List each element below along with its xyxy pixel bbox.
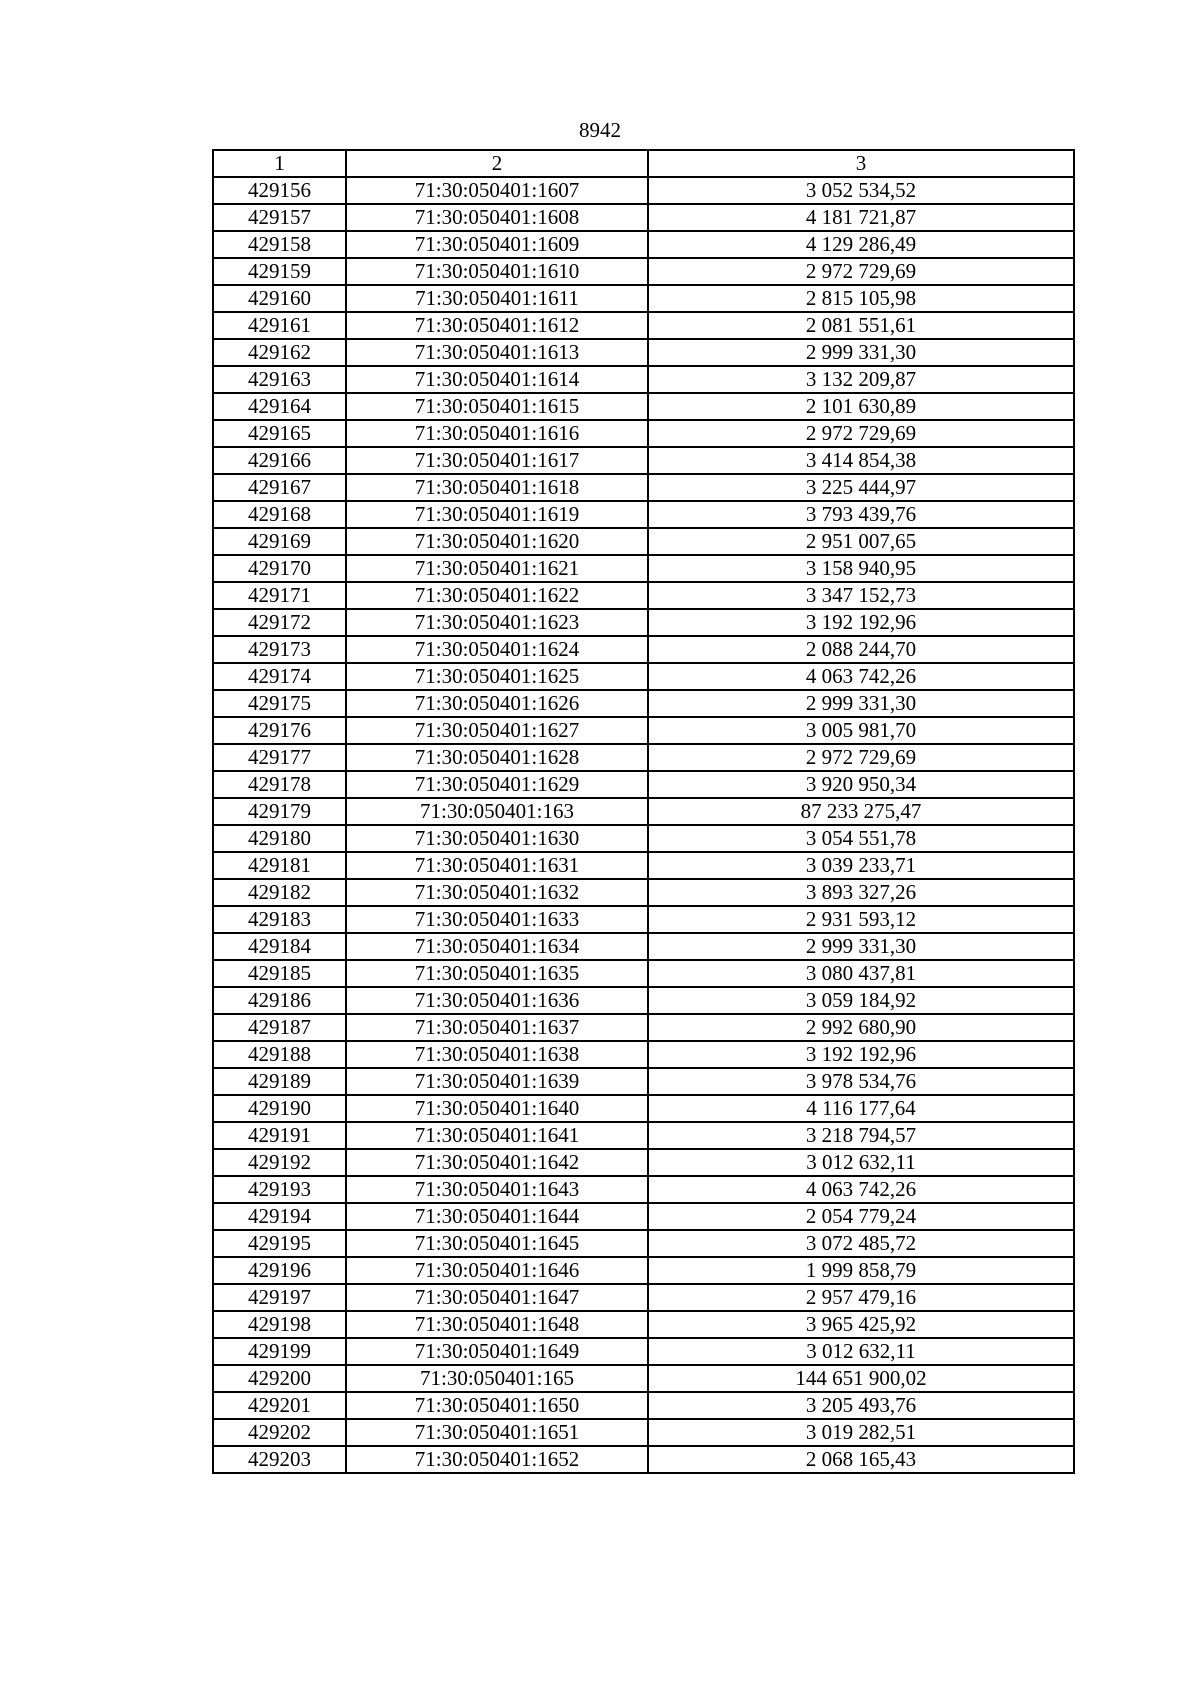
table-row [213,447,1074,474]
value-cell: 3 192 192,96 [648,609,1074,636]
cadastral-number-cell: 71:30:050401:1649 [346,1338,648,1365]
cadastral-number-cell: 71:30:050401:1610 [346,258,648,285]
cadastral-number-cell: 71:30:050401:1613 [346,339,648,366]
value-cell: 4 063 742,26 [648,1176,1074,1203]
value-cell: 3 005 981,70 [648,717,1074,744]
cadastral-number-cell: 71:30:050401:1629 [346,771,648,798]
cadastral-number-cell: 71:30:050401:1651 [346,1419,648,1446]
table-row [213,1014,1074,1041]
cadastral-number-cell: 71:30:050401:1618 [346,474,648,501]
table-row [213,582,1074,609]
cadastral-number-cell: 71:30:050401:1623 [346,609,648,636]
row-number-cell: 429181 [213,852,346,879]
table-row [213,1203,1074,1230]
cadastral-number-cell: 71:30:050401:1648 [346,1311,648,1338]
table-row [213,528,1074,555]
row-number-cell: 429182 [213,879,346,906]
cadastral-number-cell: 71:30:050401:1611 [346,285,648,312]
cadastral-number-cell: 71:30:050401:1628 [346,744,648,771]
cadastral-number-cell: 71:30:050401:1632 [346,879,648,906]
row-number-cell: 429166 [213,447,346,474]
row-number-cell: 429201 [213,1392,346,1419]
page-number: 8942 [579,118,621,142]
value-cell: 4 116 177,64 [648,1095,1074,1122]
value-cell: 4 181 721,87 [648,204,1074,231]
table-body [213,177,1074,1473]
cadastral-number-cell: 71:30:050401:1637 [346,1014,648,1041]
row-number-cell: 429168 [213,501,346,528]
value-cell: 3 052 534,52 [648,177,1074,204]
table-row [213,393,1074,420]
value-cell: 2 972 729,69 [648,258,1074,285]
row-number-cell: 429184 [213,933,346,960]
value-cell: 1 999 858,79 [648,1257,1074,1284]
table-row [213,987,1074,1014]
cadastral-number-cell: 71:30:050401:1609 [346,231,648,258]
row-number-cell: 429189 [213,1068,346,1095]
table-row [213,1095,1074,1122]
cadastral-number-cell: 71:30:050401:1645 [346,1230,648,1257]
table-row [213,555,1074,582]
row-number-cell: 429187 [213,1014,346,1041]
cadastral-number-cell: 71:30:050401:1642 [346,1149,648,1176]
table-row [213,177,1074,204]
row-number-cell: 429194 [213,1203,346,1230]
table-row [213,501,1074,528]
cadastral-number-cell: 71:30:050401:163 [346,798,648,825]
table-row [213,231,1074,258]
value-cell: 2 951 007,65 [648,528,1074,555]
row-number-cell: 429157 [213,204,346,231]
cadastral-number-cell: 71:30:050401:1630 [346,825,648,852]
cadastral-number-cell: 71:30:050401:165 [346,1365,648,1392]
value-cell: 2 972 729,69 [648,744,1074,771]
value-cell: 2 999 331,30 [648,690,1074,717]
row-number-cell: 429191 [213,1122,346,1149]
table-row [213,960,1074,987]
value-cell: 87 233 275,47 [648,798,1074,825]
value-cell: 2 992 680,90 [648,1014,1074,1041]
value-cell: 3 225 444,97 [648,474,1074,501]
row-number-cell: 429199 [213,1338,346,1365]
table-row [213,771,1074,798]
table-row [213,366,1074,393]
cadastral-number-cell: 71:30:050401:1640 [346,1095,648,1122]
value-cell: 3 218 794,57 [648,1122,1074,1149]
table-row [213,1338,1074,1365]
row-number-cell: 429164 [213,393,346,420]
value-cell: 3 965 425,92 [648,1311,1074,1338]
row-number-cell: 429172 [213,609,346,636]
value-cell: 3 080 437,81 [648,960,1074,987]
value-cell: 2 088 244,70 [648,636,1074,663]
data-table [212,149,1075,1474]
cadastral-number-cell: 71:30:050401:1626 [346,690,648,717]
value-cell: 3 132 209,87 [648,366,1074,393]
row-number-cell: 429173 [213,636,346,663]
row-number-cell: 429188 [213,1041,346,1068]
value-cell: 3 059 184,92 [648,987,1074,1014]
table-row [213,474,1074,501]
cadastral-number-cell: 71:30:050401:1641 [346,1122,648,1149]
cadastral-number-cell: 71:30:050401:1612 [346,312,648,339]
value-cell: 4 063 742,26 [648,663,1074,690]
row-number-cell: 429197 [213,1284,346,1311]
row-number-cell: 429200 [213,1365,346,1392]
table-row [213,1176,1074,1203]
table-row [213,933,1074,960]
cadastral-number-cell: 71:30:050401:1644 [346,1203,648,1230]
cadastral-number-cell: 71:30:050401:1620 [346,528,648,555]
row-number-cell: 429192 [213,1149,346,1176]
value-cell: 3 978 534,76 [648,1068,1074,1095]
cadastral-number-cell: 71:30:050401:1636 [346,987,648,1014]
value-cell: 2 957 479,16 [648,1284,1074,1311]
table-row [213,1419,1074,1446]
row-number-cell: 429190 [213,1095,346,1122]
table-row [213,717,1074,744]
row-number-cell: 429171 [213,582,346,609]
column-header-3: 3 [648,150,1074,177]
row-number-cell: 429202 [213,1419,346,1446]
row-number-cell: 429156 [213,177,346,204]
value-cell: 3 054 551,78 [648,825,1074,852]
value-cell: 2 999 331,30 [648,339,1074,366]
table-row [213,825,1074,852]
row-number-cell: 429170 [213,555,346,582]
cadastral-number-cell: 71:30:050401:1631 [346,852,648,879]
table-row [213,879,1074,906]
table-row [213,1311,1074,1338]
value-cell: 3 072 485,72 [648,1230,1074,1257]
row-number-cell: 429159 [213,258,346,285]
cadastral-number-cell: 71:30:050401:1625 [346,663,648,690]
cadastral-number-cell: 71:30:050401:1634 [346,933,648,960]
value-cell: 2 815 105,98 [648,285,1074,312]
row-number-cell: 429158 [213,231,346,258]
cadastral-number-cell: 71:30:050401:1627 [346,717,648,744]
table-row [213,312,1074,339]
table-row [213,906,1074,933]
column-header-2: 2 [346,150,648,177]
table-row [213,1041,1074,1068]
cadastral-number-cell: 71:30:050401:1639 [346,1068,648,1095]
row-number-cell: 429174 [213,663,346,690]
row-number-cell: 429179 [213,798,346,825]
value-cell: 2 101 630,89 [648,393,1074,420]
row-number-cell: 429180 [213,825,346,852]
cadastral-number-cell: 71:30:050401:1643 [346,1176,648,1203]
table-row [213,798,1074,825]
row-number-cell: 429167 [213,474,346,501]
row-number-cell: 429186 [213,987,346,1014]
table-row [213,1122,1074,1149]
table-row [213,285,1074,312]
table-row [213,744,1074,771]
value-cell: 2 068 165,43 [648,1446,1074,1473]
table-row [213,1284,1074,1311]
table-row [213,1149,1074,1176]
row-number-cell: 429193 [213,1176,346,1203]
table-row [213,1392,1074,1419]
value-cell: 2 972 729,69 [648,420,1074,447]
row-number-cell: 429176 [213,717,346,744]
value-cell: 3 793 439,76 [648,501,1074,528]
value-cell: 3 920 950,34 [648,771,1074,798]
row-number-cell: 429196 [213,1257,346,1284]
cadastral-number-cell: 71:30:050401:1607 [346,177,648,204]
table-row [213,339,1074,366]
table-row [213,1230,1074,1257]
row-number-cell: 429163 [213,366,346,393]
value-cell: 3 192 192,96 [648,1041,1074,1068]
cadastral-number-cell: 71:30:050401:1635 [346,960,648,987]
cadastral-number-cell: 71:30:050401:1616 [346,420,648,447]
table-row [213,609,1074,636]
value-cell: 3 347 152,73 [648,582,1074,609]
row-number-cell: 429165 [213,420,346,447]
row-number-cell: 429162 [213,339,346,366]
value-cell: 3 039 233,71 [648,852,1074,879]
table-header-row [213,150,1074,177]
cadastral-number-cell: 71:30:050401:1621 [346,555,648,582]
row-number-cell: 429177 [213,744,346,771]
value-cell: 3 158 940,95 [648,555,1074,582]
value-cell: 4 129 286,49 [648,231,1074,258]
row-number-cell: 429178 [213,771,346,798]
value-cell: 3 414 854,38 [648,447,1074,474]
row-number-cell: 429169 [213,528,346,555]
cadastral-number-cell: 71:30:050401:1646 [346,1257,648,1284]
cadastral-number-cell: 71:30:050401:1624 [346,636,648,663]
row-number-cell: 429203 [213,1446,346,1473]
row-number-cell: 429175 [213,690,346,717]
table-row [213,1068,1074,1095]
cadastral-number-cell: 71:30:050401:1608 [346,204,648,231]
column-header-1: 1 [213,150,346,177]
value-cell: 3 012 632,11 [648,1149,1074,1176]
cadastral-number-cell: 71:30:050401:1617 [346,447,648,474]
cadastral-number-cell: 71:30:050401:1615 [346,393,648,420]
table-row [213,1365,1074,1392]
row-number-cell: 429185 [213,960,346,987]
table-row [213,258,1074,285]
row-number-cell: 429195 [213,1230,346,1257]
value-cell: 3 019 282,51 [648,1419,1074,1446]
table-row [213,1446,1074,1473]
cadastral-number-cell: 71:30:050401:1622 [346,582,648,609]
cadastral-number-cell: 71:30:050401:1619 [346,501,648,528]
value-cell: 3 205 493,76 [648,1392,1074,1419]
table-row [213,204,1074,231]
table-row [213,852,1074,879]
row-number-cell: 429160 [213,285,346,312]
table-row [213,690,1074,717]
cadastral-number-cell: 71:30:050401:1652 [346,1446,648,1473]
table-row [213,663,1074,690]
cadastral-number-cell: 71:30:050401:1638 [346,1041,648,1068]
row-number-cell: 429183 [213,906,346,933]
value-cell: 2 931 593,12 [648,906,1074,933]
table-row [213,420,1074,447]
value-cell: 3 012 632,11 [648,1338,1074,1365]
value-cell: 2 999 331,30 [648,933,1074,960]
cadastral-number-cell: 71:30:050401:1633 [346,906,648,933]
table-row [213,1257,1074,1284]
value-cell: 144 651 900,02 [648,1365,1074,1392]
value-cell: 2 054 779,24 [648,1203,1074,1230]
table-row [213,636,1074,663]
cadastral-number-cell: 71:30:050401:1614 [346,366,648,393]
cadastral-number-cell: 71:30:050401:1647 [346,1284,648,1311]
value-cell: 2 081 551,61 [648,312,1074,339]
row-number-cell: 429198 [213,1311,346,1338]
cadastral-number-cell: 71:30:050401:1650 [346,1392,648,1419]
value-cell: 3 893 327,26 [648,879,1074,906]
row-number-cell: 429161 [213,312,346,339]
